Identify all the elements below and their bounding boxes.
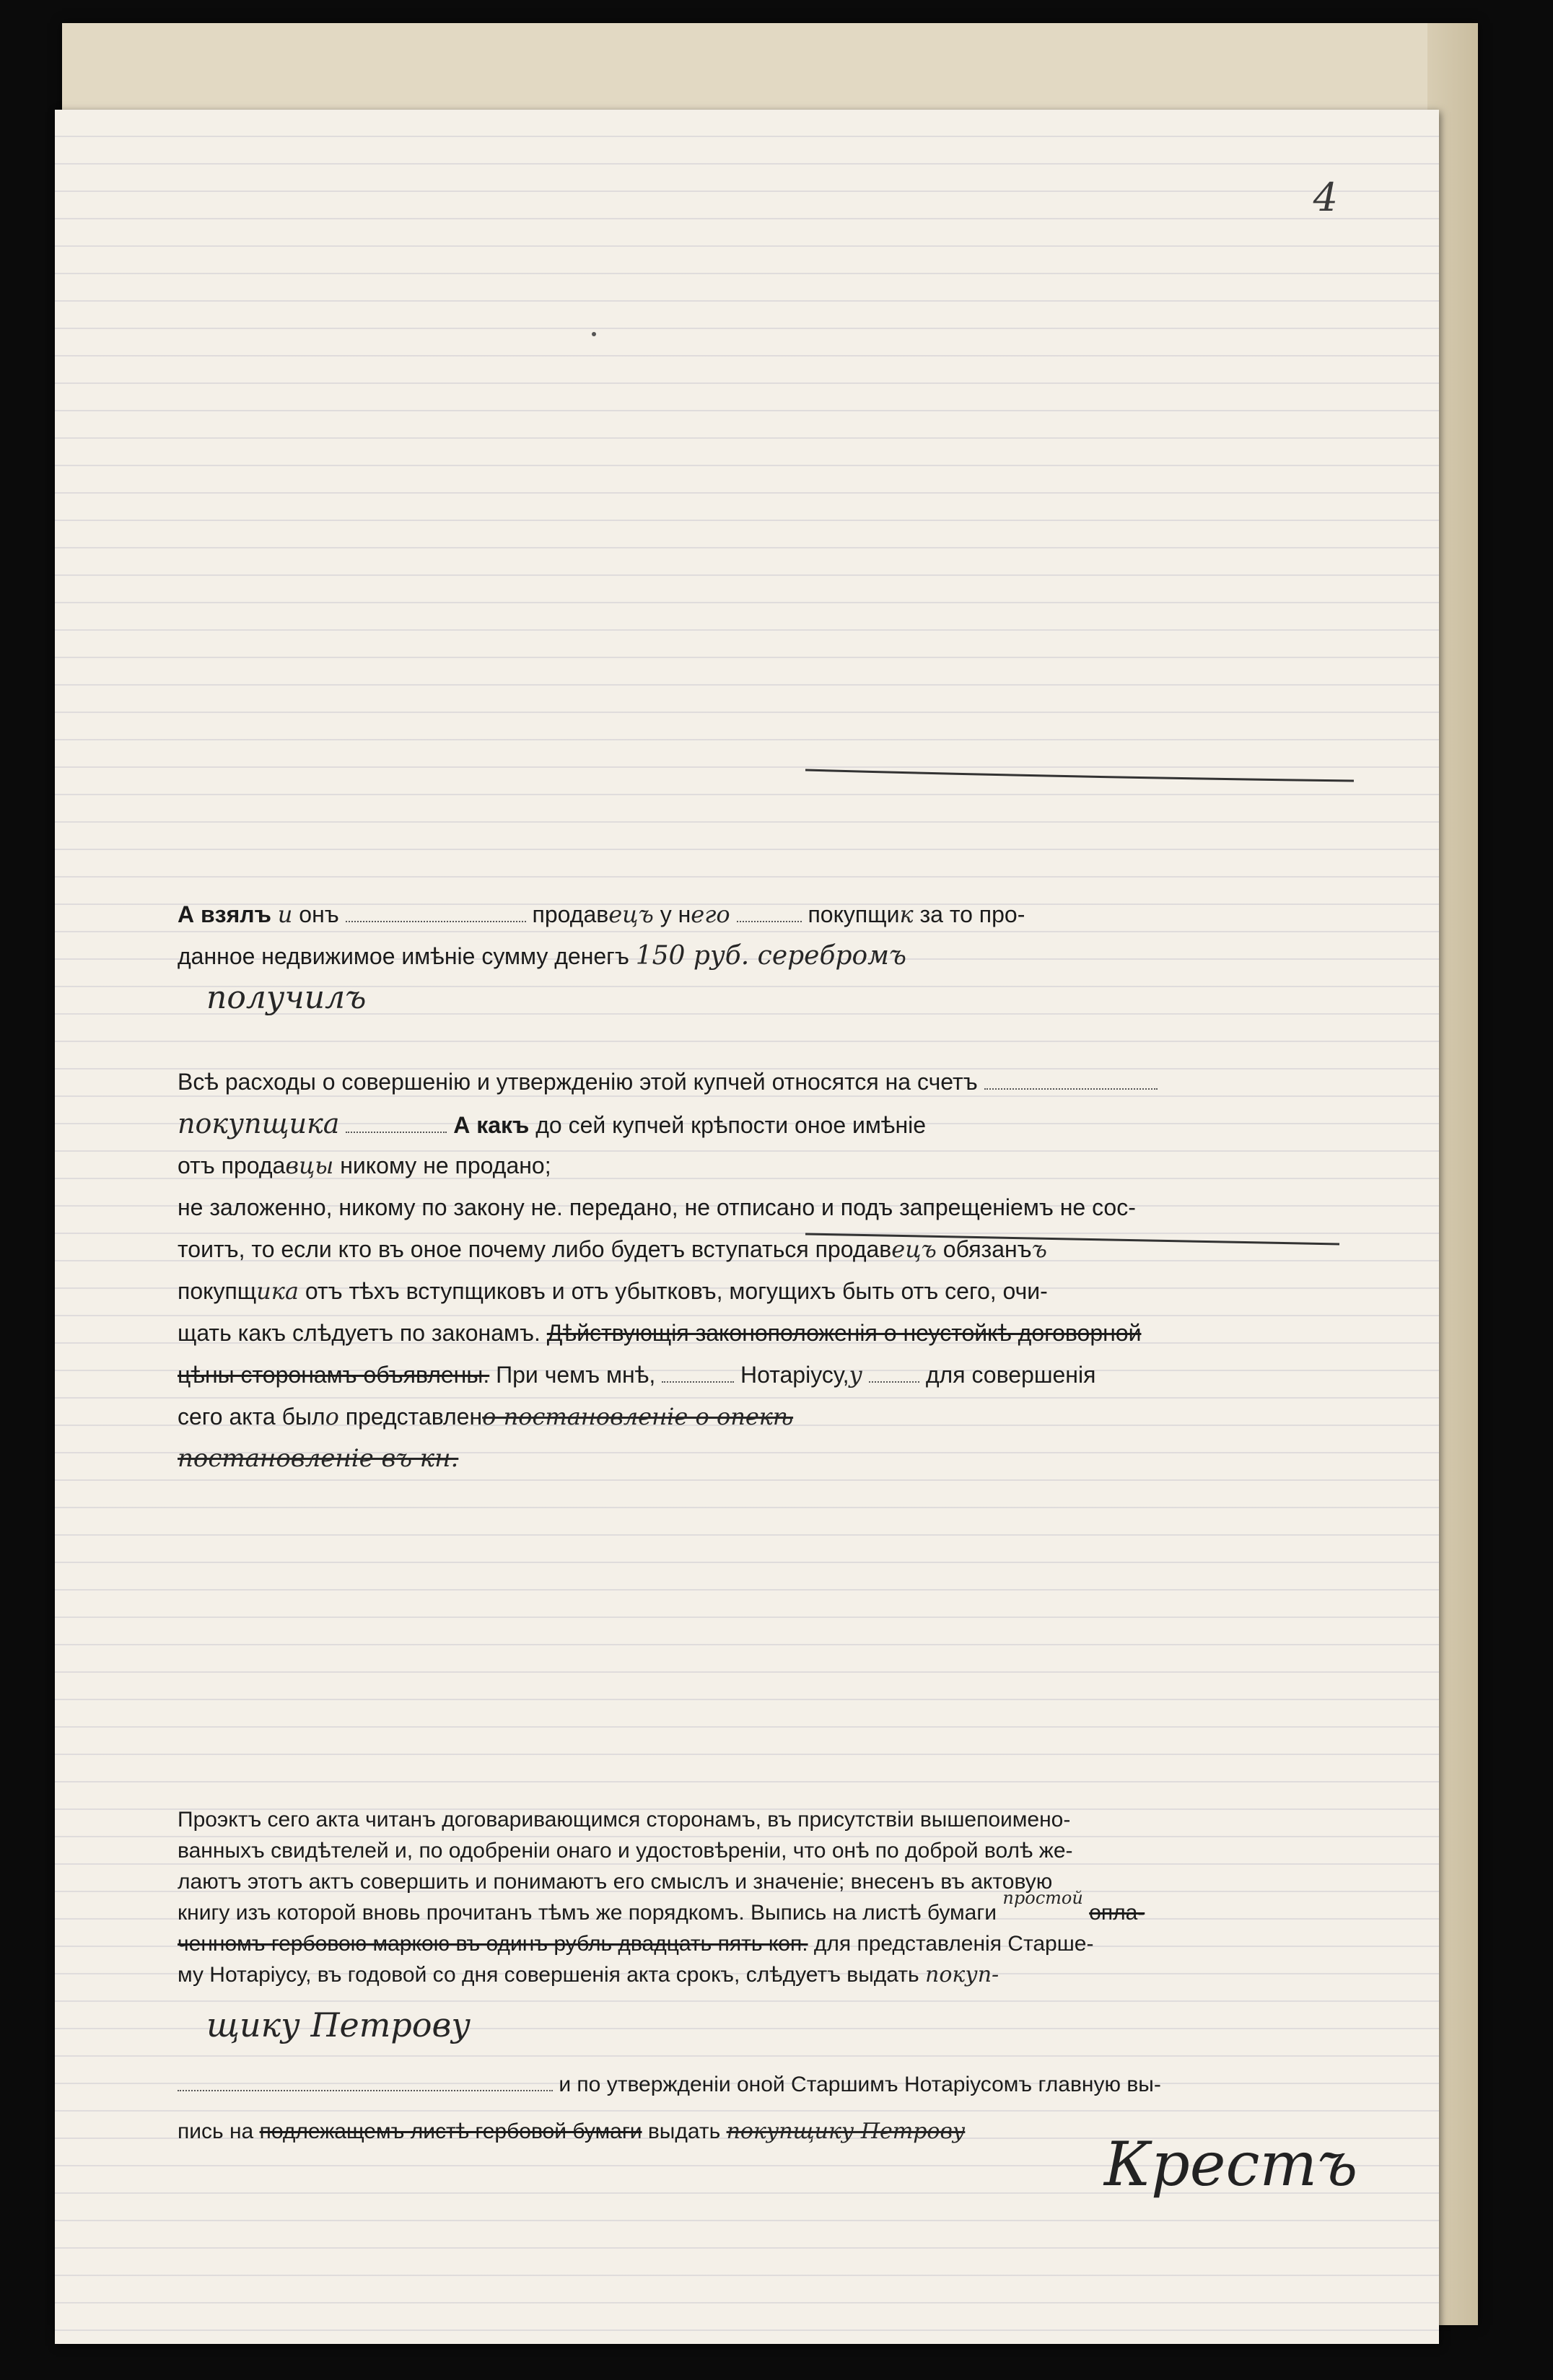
struck-text: подлежащемъ листѣ гербовой бумаги [259, 2119, 642, 2143]
printed-text: и по утвержденіи оной Старшимъ Нотаріусомъ главную вы- [559, 2073, 1161, 2096]
handwritten-text: и [277, 901, 293, 928]
printed-text: для представленія Старше- [813, 1932, 1094, 1956]
pen-strokes [55, 110, 1439, 2344]
handwritten-text: покупщику Петрову [726, 2119, 966, 2144]
pen-line [805, 1234, 1339, 1244]
handwritten-text: вцы [285, 1152, 334, 1179]
printed-text: продав [532, 901, 609, 927]
handwritten-text: у [849, 1361, 863, 1388]
folio-number: 4 [1313, 175, 1338, 220]
handwritten-text: его [691, 901, 730, 928]
printed-text: до сей купчей крѣпости оное имѣніе [529, 1112, 927, 1138]
struck-text: ченномъ гербовою маркою въ одинъ рубль двадцать пять коп. [178, 1932, 808, 1956]
printed-text: А какъ [453, 1112, 530, 1138]
printed-text: му Нотаріусу, въ годовой со дня совершенія акта срокъ, слѣдуетъ выдать [178, 1963, 919, 1987]
printed-text: отъ прода [178, 1152, 286, 1178]
printed-text: тоитъ, то если кто въ оное почему либо будетъ вступаться продав [178, 1236, 892, 1262]
printed-text: онъ [299, 901, 339, 927]
text-line: лаютъ этотъ актъ совершить и понимаютъ его смыслъ и значеніе; внесенъ въ актовую [178, 1870, 1053, 1894]
handwritten-text: ецъ [891, 1235, 937, 1263]
struck-text: опла- [1089, 1901, 1145, 1925]
handwritten-text: постановленіе въ кн. [178, 1444, 459, 1473]
handwritten-text: ецъ [608, 901, 654, 928]
printed-text: книгу изъ которой вновь прочитанъ тѣмъ же порядкомъ. Выпись на листѣ бумаги [178, 1901, 997, 1925]
handwritten-text: щику Петрову [206, 2005, 471, 2044]
handwritten-text: покуп- [925, 1962, 999, 1987]
printed-text: А взялъ [178, 901, 271, 927]
handwritten-text: 150 руб. серебромъ [635, 941, 907, 971]
printed-text: у н [660, 901, 691, 927]
struck-text: Дѣйствующія законоположенія о неустойкѣ договорной [546, 1320, 1142, 1346]
printed-text: Всѣ расходы о совершенію и утвержденію этой купчей относятся на счетъ [178, 1069, 978, 1095]
printed-text: покупщи [808, 901, 900, 927]
text-line: ванныхъ свидѣтелей и, по одобреніи онаго и удостовѣреніи, что онѣ по доброй волѣ же- [178, 1839, 1073, 1863]
handwritten-text: ика [256, 1277, 299, 1305]
printed-text: обязанъ [942, 1236, 1032, 1262]
handwritten-text: простой [1002, 1888, 1083, 1908]
printed-text: отъ тѣхъ вступщиковъ и отъ убытковъ, могущихъ быть отъ сего, очи- [305, 1278, 1048, 1304]
signature: Крестъ [1104, 2129, 1358, 2200]
text-line: Проэктъ сего акта читанъ договаривающимся сторонамъ, въ присутствіи вышепоимено- [178, 1808, 1071, 1832]
printed-text: никому не продано; [340, 1152, 551, 1178]
printed-text: сего акта был [178, 1404, 325, 1430]
printed-text: покупщ [178, 1278, 257, 1304]
printed-text: При чемъ мнѣ, [496, 1362, 656, 1388]
handwritten-text: ъ [1031, 1235, 1047, 1263]
handwritten-text: о постановленіе о опекѣ [482, 1403, 794, 1430]
printed-text: пись на [178, 2119, 254, 2143]
document-page [55, 110, 1439, 2344]
handwritten-text: покупщика [178, 1108, 340, 1139]
printed-text: выдать [647, 2119, 721, 2143]
pen-line [805, 770, 1354, 781]
printed-text: для совершенія [925, 1362, 1096, 1388]
printed-text: Нотаріусу, [740, 1362, 849, 1388]
printed-text: щать какъ слѣдуетъ по законамъ. [178, 1320, 541, 1346]
printed-text: данное недвижимое имѣніе сумму денегъ [178, 943, 629, 969]
struck-text: цѣны сторонамъ объявлены. [178, 1362, 490, 1388]
printed-text: представлен [345, 1404, 483, 1430]
handwritten-text: о [325, 1403, 339, 1430]
printed-text: за то про- [919, 901, 1025, 927]
printed-text: не заложенно, никому по закону не. передано, не отписано и подъ запрещеніемъ не сос- [178, 1194, 1136, 1220]
handwritten-text: получилъ [206, 979, 367, 1016]
handwritten-text: к [899, 901, 914, 928]
